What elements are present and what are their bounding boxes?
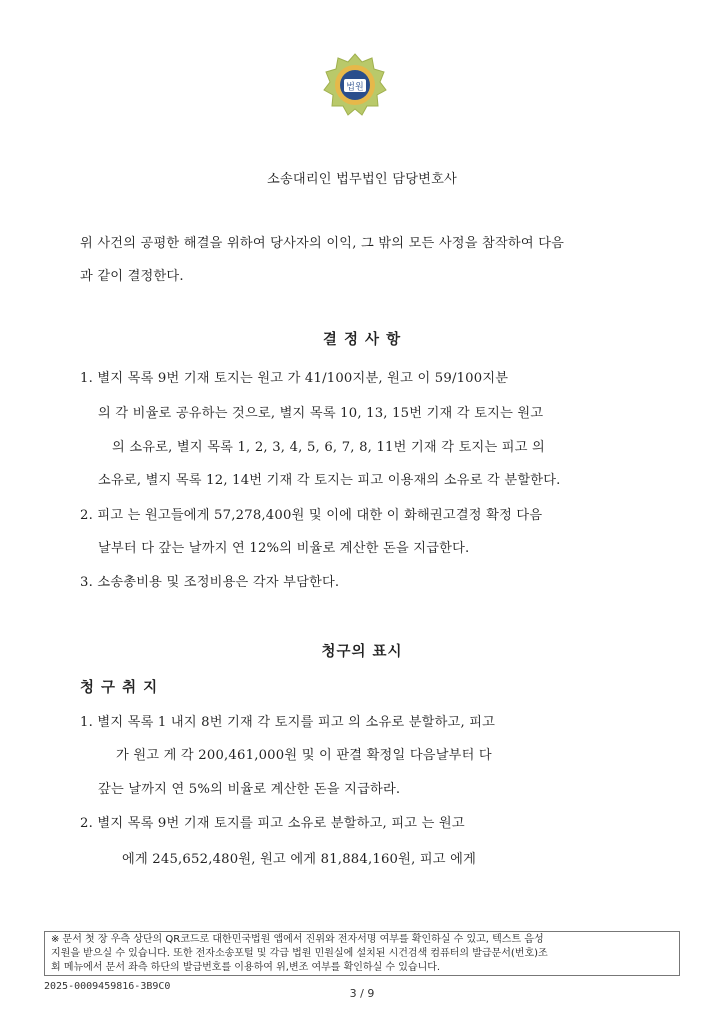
notice-line: 회 메뉴에서 문서 좌측 하단의 발급번호를 이용하여 위,변조 여부를 확인하실 수 있습니다. [51,962,441,973]
claim-line: 1. 별지 목록 1 내지 8번 기재 각 토지를 피고 의 소유로 분할하고, 피고 [80,715,496,730]
document-number: 2025-0009459816-3B9C0 [44,981,171,992]
decision-line: 의 각 비율로 공유하는 것으로, 별지 목록 10, 13, 15번 기재 각 토지는 원고 [98,406,544,421]
notice-line: 지원을 받으실 수 있습니다. 또한 전자소송포털 및 각급 법원 민원실에 설치된 시건검색 컴퓨터의 발급문서(번호)조 [51,948,548,959]
decision-line: 1. 별지 목록 9번 기재 토지는 원고 가 41/100지분, 원고 이 59/100지분 [80,371,509,386]
intro-line-1: 위 사건의 공평한 해결을 위하여 당사자의 이익, 그 밖의 모든 사정을 참작하여 다음 [80,236,565,251]
claim-line: 갚는 날까지 연 5%의 비율로 계산한 돈을 지급하라. [98,782,401,797]
seal-label: 법원 [346,82,364,93]
claim-subtitle: 청 구 취 지 [80,680,159,696]
page-number: 3 / 9 [349,987,375,1000]
decision-line: 소유로, 별지 목록 12, 14번 기재 각 토지는 피고 이용재의 소유로 각 분할한다. [98,473,561,488]
decision-line: 2. 피고 는 원고들에게 57,278,400원 및 이에 대한 이 화해권고결정 확정 다음 [80,508,543,523]
claim-title: 청구의 표시 [321,644,403,660]
decision-line: 의 소유로, 별지 목록 1, 2, 3, 4, 5, 6, 7, 8, 11번 기재 각 토지는 피고 의 [112,440,545,455]
claim-line: 가 원고 게 각 200,461,000원 및 이 판결 확정일 다음날부터 다 [116,748,492,763]
representative-line: 소송대리인 법무법인 담당변호사 [267,172,457,187]
intro-line-2: 과 같이 결정한다. [80,269,184,284]
claim-line: 2. 별지 목록 9번 기재 토지를 피고 소유로 분할하고, 피고 는 원고 [80,816,465,831]
claim-line: 에게 245,652,480원, 원고 에게 81,884,160원, 피고 에게 [122,852,477,867]
decision-title: 결 정 사 항 [322,332,402,348]
verification-notice [44,931,680,976]
decision-line: 3. 소송총비용 및 조정비용은 각자 부담한다. [80,575,340,590]
decision-line: 날부터 다 갚는 날까지 연 12%의 비율로 계산한 돈을 지급한다. [98,541,470,556]
court-seal-icon [322,52,388,118]
notice-line: ※ 문서 첫 장 우측 상단의 QR코드로 대한민국법원 앱에서 진위와 전자서명 여부를 확인하실 수 있고, 텍스트 음성 [51,934,544,945]
